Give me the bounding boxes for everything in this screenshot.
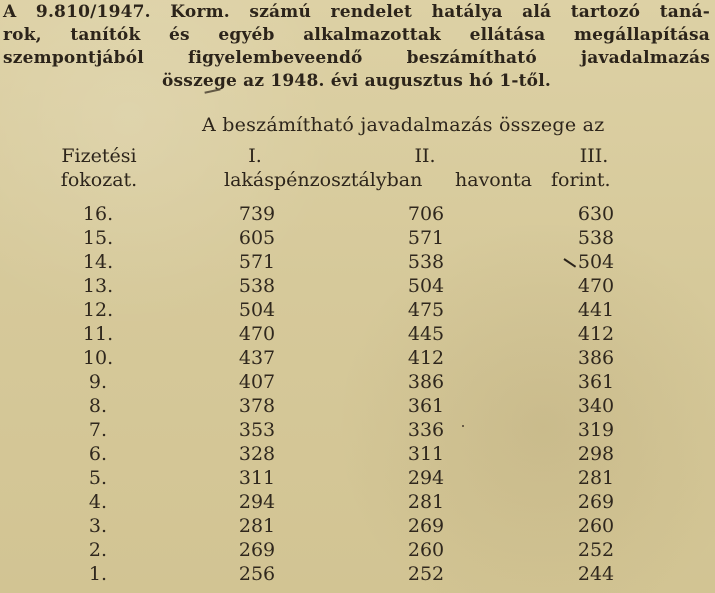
amount-cell-iii: 441: [577, 299, 615, 321]
grade-cell: 14.: [82, 251, 114, 273]
amount-cell-ii: 412: [407, 347, 445, 369]
amount-cell-iii: 269: [577, 491, 615, 513]
amount-cell-i: 281: [238, 515, 276, 537]
amount-cell-i: 353: [238, 419, 276, 441]
grade-cell: 16.: [82, 203, 114, 225]
grade-cell: 7.: [88, 419, 108, 441]
amount-cell-iii: 361: [577, 371, 615, 393]
column-subheader-ii: havonta: [455, 169, 532, 191]
amount-cell-iii: 412: [577, 323, 615, 345]
amount-cell-ii: 269: [407, 515, 445, 537]
grade-cell: 8.: [88, 395, 108, 417]
amount-cell-iii: 319: [577, 419, 615, 441]
table-row: [0, 323, 715, 346]
amount-cell-ii: 386: [407, 371, 445, 393]
amount-cell-i: 269: [238, 539, 276, 561]
amount-cell-i: 605: [238, 227, 276, 249]
amount-cell-ii: 538: [407, 251, 445, 273]
salary-table-body: [0, 203, 715, 583]
grade-cell: 10.: [82, 347, 114, 369]
amount-cell-i: 538: [238, 275, 276, 297]
table-row: [0, 419, 715, 442]
amount-cell-i: 739: [238, 203, 276, 225]
table-title: A beszámítható javadalmazás összege az: [202, 114, 605, 136]
column-subheader-i: lakáspénzosztályban: [224, 169, 423, 191]
table-row: [0, 251, 715, 274]
amount-cell-i: 294: [238, 491, 276, 513]
grade-cell: 12.: [82, 299, 114, 321]
amount-cell-i: 256: [238, 563, 276, 585]
amount-cell-iii: 538: [577, 227, 615, 249]
amount-cell-iii: 298: [577, 443, 615, 465]
amount-cell-ii: 294: [407, 467, 445, 489]
intro-line-4: összege az 1948. évi augusztus hó 1-től.: [162, 71, 551, 91]
amount-cell-ii: 445: [407, 323, 445, 345]
table-row: [0, 203, 715, 226]
amount-cell-ii: 571: [407, 227, 445, 249]
column-header-iii: III.: [579, 145, 609, 167]
column-header-i: I.: [248, 145, 262, 167]
amount-cell-ii: 252: [407, 563, 445, 585]
amount-cell-iii: 281: [577, 467, 615, 489]
grade-cell: 6.: [88, 443, 108, 465]
table-row: [0, 371, 715, 394]
document-intro: [3, 1, 710, 93]
column-subheader-iii: forint.: [551, 169, 611, 191]
amount-cell-i: 328: [238, 443, 276, 465]
table-row: [0, 515, 715, 538]
amount-cell-iii: 340: [577, 395, 615, 417]
amount-cell-ii: 504: [407, 275, 445, 297]
amount-cell-iii: 470: [577, 275, 615, 297]
grade-cell: 11.: [82, 323, 114, 345]
table-row: [0, 227, 715, 250]
grade-cell: 4.: [88, 491, 108, 513]
amount-cell-i: 437: [238, 347, 276, 369]
amount-cell-ii: 475: [407, 299, 445, 321]
amount-cell-iii: 630: [577, 203, 615, 225]
amount-cell-i: 571: [238, 251, 276, 273]
column-header-ii: II.: [414, 145, 436, 167]
grade-cell: 15.: [82, 227, 114, 249]
grade-header-line-1: Fizetési: [61, 145, 137, 167]
amount-cell-iii: 244: [577, 563, 615, 585]
intro-line-2: rok, tanítók és egyéb alkalmazottak ellátása megállapítása: [3, 25, 710, 45]
table-row: [0, 347, 715, 370]
amount-cell-iii: 252: [577, 539, 615, 561]
amount-cell-ii: 260: [407, 539, 445, 561]
amount-cell-i: 504: [238, 299, 276, 321]
table-row: [0, 563, 715, 586]
amount-cell-ii: 361: [407, 395, 445, 417]
amount-cell-iii: 504: [577, 251, 615, 273]
table-row: [0, 539, 715, 562]
table-row: [0, 491, 715, 514]
grade-cell: 13.: [82, 275, 114, 297]
grade-cell: 3.: [88, 515, 108, 537]
amount-cell-ii: 281: [407, 491, 445, 513]
amount-cell-i: 311: [238, 467, 276, 489]
amount-cell-ii: 706: [407, 203, 445, 225]
table-row: [0, 443, 715, 466]
table-row: [0, 299, 715, 322]
grade-header-line-2: fokozat.: [60, 169, 138, 191]
intro-line-3: szempontjából figyelembeveendő beszámítható javadalmazás: [3, 48, 710, 68]
amount-cell-iii: 260: [577, 515, 615, 537]
amount-cell-ii: 311: [407, 443, 445, 465]
table-row: [0, 395, 715, 418]
grade-cell: 5.: [88, 467, 108, 489]
grade-cell: 9.: [88, 371, 108, 393]
amount-cell-i: 470: [238, 323, 276, 345]
amount-cell-iii: 386: [577, 347, 615, 369]
amount-cell-ii: 336: [407, 419, 445, 441]
grade-cell: 2.: [88, 539, 108, 561]
table-row: [0, 467, 715, 490]
intro-line-1: A 9.810/1947. Korm. számú rendelet hatálya alá tartozó taná-: [3, 2, 710, 22]
table-row: [0, 275, 715, 298]
amount-cell-i: 407: [238, 371, 276, 393]
amount-cell-i: 378: [238, 395, 276, 417]
grade-cell: 1.: [88, 563, 108, 585]
